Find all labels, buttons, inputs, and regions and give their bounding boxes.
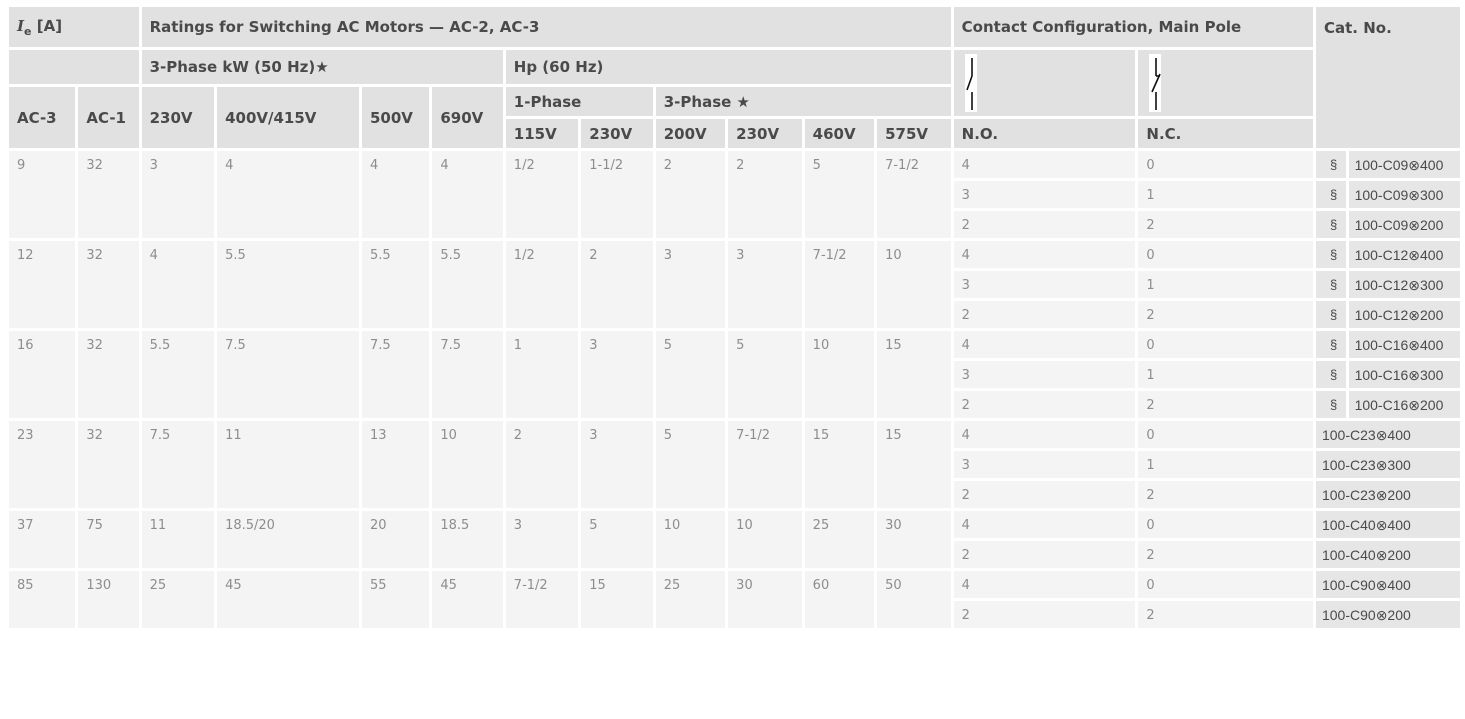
kw-400v-value: 45	[217, 571, 359, 628]
kw-500v-value: 4	[362, 151, 429, 238]
nc-count-value: 2	[1138, 391, 1313, 418]
no-count-value: 2	[954, 541, 1136, 568]
kw-230v-value: 7.5	[142, 421, 214, 508]
no-count-value: 4	[954, 331, 1136, 358]
section-mark: §	[1316, 361, 1346, 388]
hp3-200v-value: 5	[656, 331, 725, 418]
hp3-230v-header: 230V	[728, 119, 802, 148]
hp1-115v-header: 115V	[506, 119, 578, 148]
ac1-value: 32	[78, 421, 138, 508]
three-phase-header: 3-Phase ★	[656, 87, 951, 116]
cat-no-value: 100-C12⊗200	[1349, 301, 1460, 328]
hp1-115v-value: 1/2	[506, 151, 578, 238]
cat-no-value: 100-C09⊗200	[1349, 211, 1460, 238]
kw-230v-value: 25	[142, 571, 214, 628]
kw-400v-value: 5.5	[217, 241, 359, 328]
hp3-230v-value: 10	[728, 511, 802, 568]
nc-count-value: 0	[1138, 331, 1313, 358]
hp3-460v-value: 10	[805, 331, 874, 418]
hp3-460v-value: 60	[805, 571, 874, 628]
nc-count-value: 0	[1138, 421, 1313, 448]
kw-500v-value: 7.5	[362, 331, 429, 418]
kw-500v-header: 500V	[362, 87, 429, 148]
hp1-230v-value: 1-1/2	[581, 151, 652, 238]
cat-no-value: 100-C40⊗400	[1316, 511, 1460, 538]
nc-count-value: 0	[1138, 241, 1313, 268]
no-count-value: 3	[954, 451, 1136, 478]
ac1-value: 32	[78, 331, 138, 418]
no-count-value: 4	[954, 421, 1136, 448]
kw-400v-value: 18.5/20	[217, 511, 359, 568]
no-count-value: 4	[954, 151, 1136, 178]
header-row-1	[9, 7, 1460, 47]
nc-count-value: 0	[1138, 151, 1313, 178]
no-count-value: 2	[954, 481, 1136, 508]
nc-count-value: 0	[1138, 571, 1313, 598]
kw-400v-value: 7.5	[217, 331, 359, 418]
hp1-230v-value: 15	[581, 571, 652, 628]
table-row	[9, 151, 1460, 178]
hp3-460v-value: 5	[805, 151, 874, 238]
hp1-115v-value: 3	[506, 511, 578, 568]
ratings-body	[9, 151, 1460, 628]
kw-400v-value: 11	[217, 421, 359, 508]
ac1-value: 32	[78, 241, 138, 328]
ac3-value: 12	[9, 241, 75, 328]
kw-500v-value: 20	[362, 511, 429, 568]
kw-690v-value: 5.5	[432, 241, 502, 328]
section-mark: §	[1316, 211, 1346, 238]
hp3-230v-value: 7-1/2	[728, 421, 802, 508]
nc-count-value: 2	[1138, 211, 1313, 238]
hp3-200v-value: 5	[656, 421, 725, 508]
normally-open-contact-icon	[962, 54, 992, 112]
one-phase-header: 1-Phase	[506, 87, 653, 116]
hp1-230v-value: 3	[581, 331, 652, 418]
no-count-value: 3	[954, 181, 1136, 208]
hp3-200v-value: 10	[656, 511, 725, 568]
hp1-115v-value: 7-1/2	[506, 571, 578, 628]
hp3-575v-value: 7-1/2	[877, 151, 951, 238]
nc-count-value: 2	[1138, 481, 1313, 508]
hp3-230v-value: 2	[728, 151, 802, 238]
hp1-115v-value: 1	[506, 331, 578, 418]
hp3-460v-value: 25	[805, 511, 874, 568]
kw-500v-value: 13	[362, 421, 429, 508]
kw-690v-value: 10	[432, 421, 502, 508]
hp1-115v-value: 2	[506, 421, 578, 508]
kw-690v-value: 4	[432, 151, 502, 238]
table-row	[9, 421, 1460, 448]
ac1-value: 130	[78, 571, 138, 628]
kw-230v-value: 11	[142, 511, 214, 568]
section-mark: §	[1316, 181, 1346, 208]
hp3-200v-header: 200V	[656, 119, 725, 148]
kw-230v-value: 3	[142, 151, 214, 238]
section-mark: §	[1316, 271, 1346, 298]
kw-230v-value: 5.5	[142, 331, 214, 418]
kw-690v-value: 18.5	[432, 511, 502, 568]
ac3-value: 37	[9, 511, 75, 568]
cat-no-value: 100-C90⊗200	[1316, 601, 1460, 628]
hp3-230v-value: 5	[728, 331, 802, 418]
ac1-header: AC-1	[78, 87, 138, 148]
hp3-575v-value: 15	[877, 421, 951, 508]
cat-no-value: 100-C09⊗400	[1349, 151, 1460, 178]
nc-count-value: 1	[1138, 181, 1313, 208]
cat-no-header: Cat. No.	[1316, 7, 1460, 148]
cat-no-value: 100-C23⊗400	[1316, 421, 1460, 448]
section-mark: §	[1316, 391, 1346, 418]
hp1-230v-value: 2	[581, 241, 652, 328]
rated-current-header: $I_e$ [A]	[9, 7, 139, 47]
nc-header: N.C.	[1138, 119, 1313, 148]
section-mark: §	[1316, 241, 1346, 268]
normally-closed-contact-icon	[1146, 54, 1176, 112]
ac1-value: 75	[78, 511, 138, 568]
cat-no-value: 100-C23⊗300	[1316, 451, 1460, 478]
nc-count-value: 2	[1138, 301, 1313, 328]
cat-no-value: 100-C23⊗200	[1316, 481, 1460, 508]
ac3-value: 16	[9, 331, 75, 418]
ac3-value: 23	[9, 421, 75, 508]
kw-header: 3-Phase kW (50 Hz)★	[142, 50, 503, 84]
kw-690v-header: 690V	[432, 87, 502, 148]
cat-no-value: 100-C16⊗200	[1349, 391, 1460, 418]
ratings-title-header: Ratings for Switching AC Motors — AC-2, AC-3	[142, 7, 951, 47]
hp1-230v-header: 230V	[581, 119, 652, 148]
kw-230v-header: 230V	[142, 87, 214, 148]
hp-header: Hp (60 Hz)	[506, 50, 951, 84]
nc-count-value: 1	[1138, 361, 1313, 388]
hp3-575v-header: 575V	[877, 119, 951, 148]
hp3-575v-value: 50	[877, 571, 951, 628]
no-count-value: 4	[954, 571, 1136, 598]
hp3-200v-value: 25	[656, 571, 725, 628]
hp3-230v-value: 3	[728, 241, 802, 328]
kw-500v-value: 5.5	[362, 241, 429, 328]
nc-count-value: 2	[1138, 541, 1313, 568]
kw-690v-value: 7.5	[432, 331, 502, 418]
hp1-230v-value: 5	[581, 511, 652, 568]
kw-500v-value: 55	[362, 571, 429, 628]
kw-690v-value: 45	[432, 571, 502, 628]
hp3-575v-value: 15	[877, 331, 951, 418]
hp3-200v-value: 3	[656, 241, 725, 328]
no-count-value: 3	[954, 361, 1136, 388]
cat-no-value: 100-C16⊗300	[1349, 361, 1460, 388]
cat-no-value: 100-C12⊗300	[1349, 271, 1460, 298]
ac3-header: AC-3	[9, 87, 75, 148]
nc-count-value: 0	[1138, 511, 1313, 538]
no-count-value: 4	[954, 241, 1136, 268]
ac1-value: 32	[78, 151, 138, 238]
cat-no-value: 100-C90⊗400	[1316, 571, 1460, 598]
no-count-value: 2	[954, 391, 1136, 418]
hp3-460v-value: 15	[805, 421, 874, 508]
kw-230v-value: 4	[142, 241, 214, 328]
empty-header-cell	[9, 50, 139, 84]
hp1-115v-value: 1/2	[506, 241, 578, 328]
no-count-value: 4	[954, 511, 1136, 538]
hp3-230v-value: 30	[728, 571, 802, 628]
section-mark: §	[1316, 301, 1346, 328]
section-mark: §	[1316, 151, 1346, 178]
cat-no-value: 100-C40⊗200	[1316, 541, 1460, 568]
hp3-575v-value: 30	[877, 511, 951, 568]
nc-contact-symbol-cell	[1138, 50, 1313, 116]
table-row	[9, 511, 1460, 538]
hp3-200v-value: 2	[656, 151, 725, 238]
section-mark: §	[1316, 331, 1346, 358]
no-count-value: 2	[954, 301, 1136, 328]
hp3-575v-value: 10	[877, 241, 951, 328]
cat-no-value: 100-C09⊗300	[1349, 181, 1460, 208]
cat-no-value: 100-C16⊗400	[1349, 331, 1460, 358]
no-count-value: 2	[954, 211, 1136, 238]
ac3-value: 9	[9, 151, 75, 238]
no-contact-symbol-cell	[954, 50, 1136, 116]
nc-count-value: 1	[1138, 451, 1313, 478]
kw-400v-value: 4	[217, 151, 359, 238]
hp3-460v-header: 460V	[805, 119, 874, 148]
header-row-2	[9, 50, 1460, 84]
nc-count-value: 1	[1138, 271, 1313, 298]
no-count-value: 2	[954, 601, 1136, 628]
no-header: N.O.	[954, 119, 1136, 148]
cat-no-value: 100-C12⊗400	[1349, 241, 1460, 268]
table-row	[9, 571, 1460, 598]
table-row	[9, 241, 1460, 268]
contactor-ratings-table	[6, 4, 1463, 631]
nc-count-value: 2	[1138, 601, 1313, 628]
contact-configuration-header: Contact Configuration, Main Pole	[954, 7, 1313, 47]
no-count-value: 3	[954, 271, 1136, 298]
hp1-230v-value: 3	[581, 421, 652, 508]
hp3-460v-value: 7-1/2	[805, 241, 874, 328]
ac3-value: 85	[9, 571, 75, 628]
kw-400v-header: 400V/415V	[217, 87, 359, 148]
table-row	[9, 331, 1460, 358]
